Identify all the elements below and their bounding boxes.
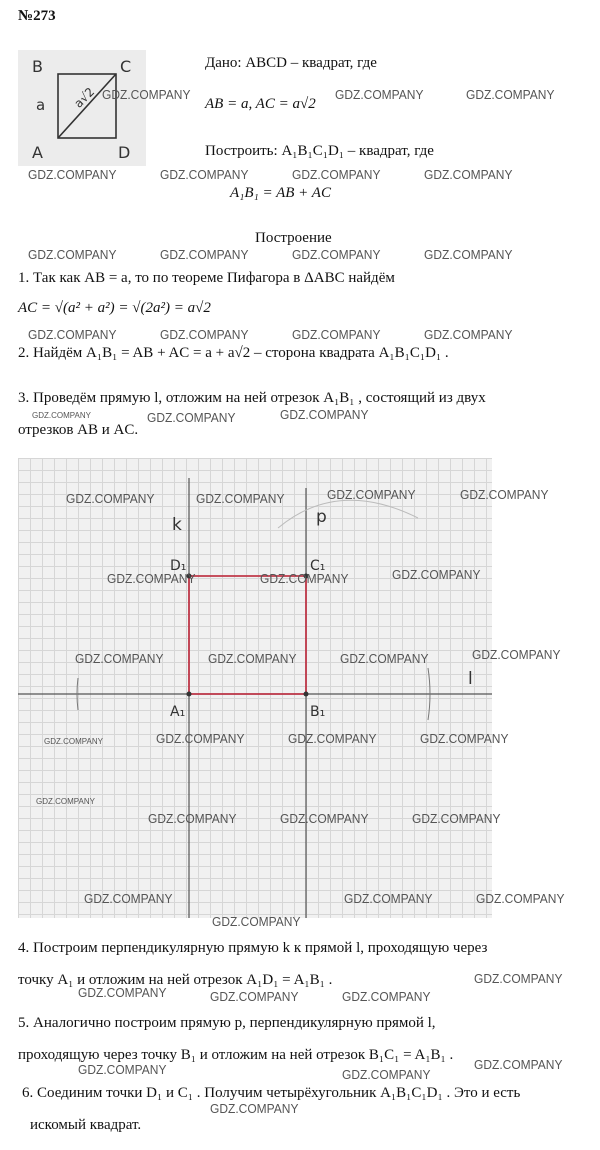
step-3a: 3. Проведём прямую l, отложим на ней отрезок A₁B₁ , состоящий из двух: [18, 390, 486, 406]
watermark: GDZ.COMPANY: [342, 989, 431, 1005]
given-line-4: A₁B₁ = AB + AC: [230, 185, 331, 201]
watermark: GDZ.COMPANY: [148, 811, 237, 827]
watermark: GDZ.COMPANY: [292, 247, 381, 263]
watermark: GDZ.COMPANY: [107, 571, 196, 587]
figure-square-abcd: [18, 50, 146, 166]
watermark: GDZ.COMPANY: [474, 971, 563, 987]
watermark: GDZ.COMPANY: [78, 1062, 167, 1078]
watermark: GDZ.COMPANY: [474, 1057, 563, 1073]
watermark: GDZ.COMPANY: [476, 891, 565, 907]
problem-number: №273: [18, 8, 56, 24]
watermark: GDZ.COMPANY: [32, 410, 91, 421]
watermark: GDZ.COMPANY: [28, 167, 117, 183]
label-C1: C₁: [310, 558, 326, 574]
watermark: GDZ.COMPANY: [75, 651, 164, 667]
watermark: GDZ.COMPANY: [392, 567, 481, 583]
given-line-3: Построить: A₁B₁C₁D₁ – квадрат, где: [205, 143, 434, 159]
watermark: GDZ.COMPANY: [66, 491, 155, 507]
step-6a: 6. Соединим точки D₁ и C₁ . Получим четырёхугольник A₁B₁C₁D₁ . Это и есть: [22, 1085, 521, 1101]
step-1: 1. Так как AB = a, то по теореме Пифагора в ΔABC найдём: [18, 270, 395, 286]
label-A1: A₁: [170, 704, 186, 720]
square-drawing: [18, 50, 146, 166]
step-5a: 5. Аналогично построим прямую p, перпендикулярную прямой l,: [18, 1015, 436, 1031]
watermark: GDZ.COMPANY: [466, 87, 555, 103]
label-D: D: [118, 143, 131, 162]
watermark: GDZ.COMPANY: [78, 985, 167, 1001]
watermark: GDZ.COMPANY: [44, 736, 103, 747]
label-B1: B₁: [310, 704, 326, 720]
watermark: GDZ.COMPANY: [160, 247, 249, 263]
step-2: 2. Найдём A₁B₁ = AB + AC = a + a√2 – сторона квадрата A₁B₁C₁D₁ .: [18, 345, 449, 361]
watermark: GDZ.COMPANY: [28, 247, 117, 263]
label-B: B: [32, 57, 43, 76]
watermark: GDZ.COMPANY: [28, 327, 117, 343]
watermark: GDZ.COMPANY: [147, 410, 236, 426]
label-a: a: [36, 96, 46, 114]
step-5b: проходящую через точку B₁ и отложим на ней отрезок B₁C₁ = A₁B₁ .: [18, 1047, 454, 1063]
watermark: GDZ.COMPANY: [472, 647, 561, 663]
watermark: GDZ.COMPANY: [210, 989, 299, 1005]
watermark: GDZ.COMPANY: [292, 167, 381, 183]
watermark: GDZ.COMPANY: [335, 87, 424, 103]
watermark: GDZ.COMPANY: [340, 651, 429, 667]
watermark: GDZ.COMPANY: [424, 327, 513, 343]
watermark: GDZ.COMPANY: [36, 796, 95, 807]
watermark: GDZ.COMPANY: [420, 731, 509, 747]
watermark: GDZ.COMPANY: [208, 651, 297, 667]
watermark: GDZ.COMPANY: [424, 247, 513, 263]
watermark: GDZ.COMPANY: [460, 487, 549, 503]
watermark: GDZ.COMPANY: [210, 1101, 299, 1117]
watermark: GDZ.COMPANY: [327, 487, 416, 503]
label-k: k: [172, 515, 182, 535]
watermark: GDZ.COMPANY: [260, 571, 349, 587]
watermark: GDZ.COMPANY: [196, 491, 285, 507]
construction-drawing: [18, 458, 492, 918]
watermark: GDZ.COMPANY: [160, 167, 249, 183]
label-D1: D₁: [170, 558, 187, 574]
figure-construction: [18, 458, 492, 918]
watermark: GDZ.COMPANY: [280, 407, 369, 423]
step-3b: отрезков AB и AC.: [18, 422, 139, 438]
given-line-1: Дано: ABCD – квадрат, где: [205, 55, 377, 71]
step-4a: 4. Построим перпендикулярную прямую k к прямой l, проходящую через: [18, 940, 488, 956]
watermark: GDZ.COMPANY: [292, 327, 381, 343]
watermark: GDZ.COMPANY: [280, 811, 369, 827]
watermark: GDZ.COMPANY: [156, 731, 245, 747]
step-6b: искомый квадрат.: [30, 1117, 142, 1133]
watermark: GDZ.COMPANY: [288, 731, 377, 747]
watermark: GDZ.COMPANY: [342, 1067, 431, 1083]
label-C: C: [120, 57, 132, 76]
watermark: GDZ.COMPANY: [160, 327, 249, 343]
given-line-2: AB = a, AC = a√2: [205, 96, 316, 112]
watermark: GDZ.COMPANY: [84, 891, 173, 907]
label-A: A: [32, 143, 43, 162]
watermark: GDZ.COMPANY: [412, 811, 501, 827]
label-l: l: [468, 669, 473, 689]
watermark: GDZ.COMPANY: [212, 914, 301, 930]
step-1-formula: AC = √(a² + a²) = √(2a²) = a√2: [18, 300, 211, 316]
construction-heading: Построение: [255, 230, 332, 246]
watermark: GDZ.COMPANY: [344, 891, 433, 907]
step-4b: точку A₁ и отложим на ней отрезок A₁D₁ = A₁B₁ .: [18, 972, 333, 988]
watermark: GDZ.COMPANY: [102, 87, 191, 103]
label-p: p: [316, 507, 327, 527]
label-diag: a√2: [71, 84, 98, 111]
watermark: GDZ.COMPANY: [424, 167, 513, 183]
